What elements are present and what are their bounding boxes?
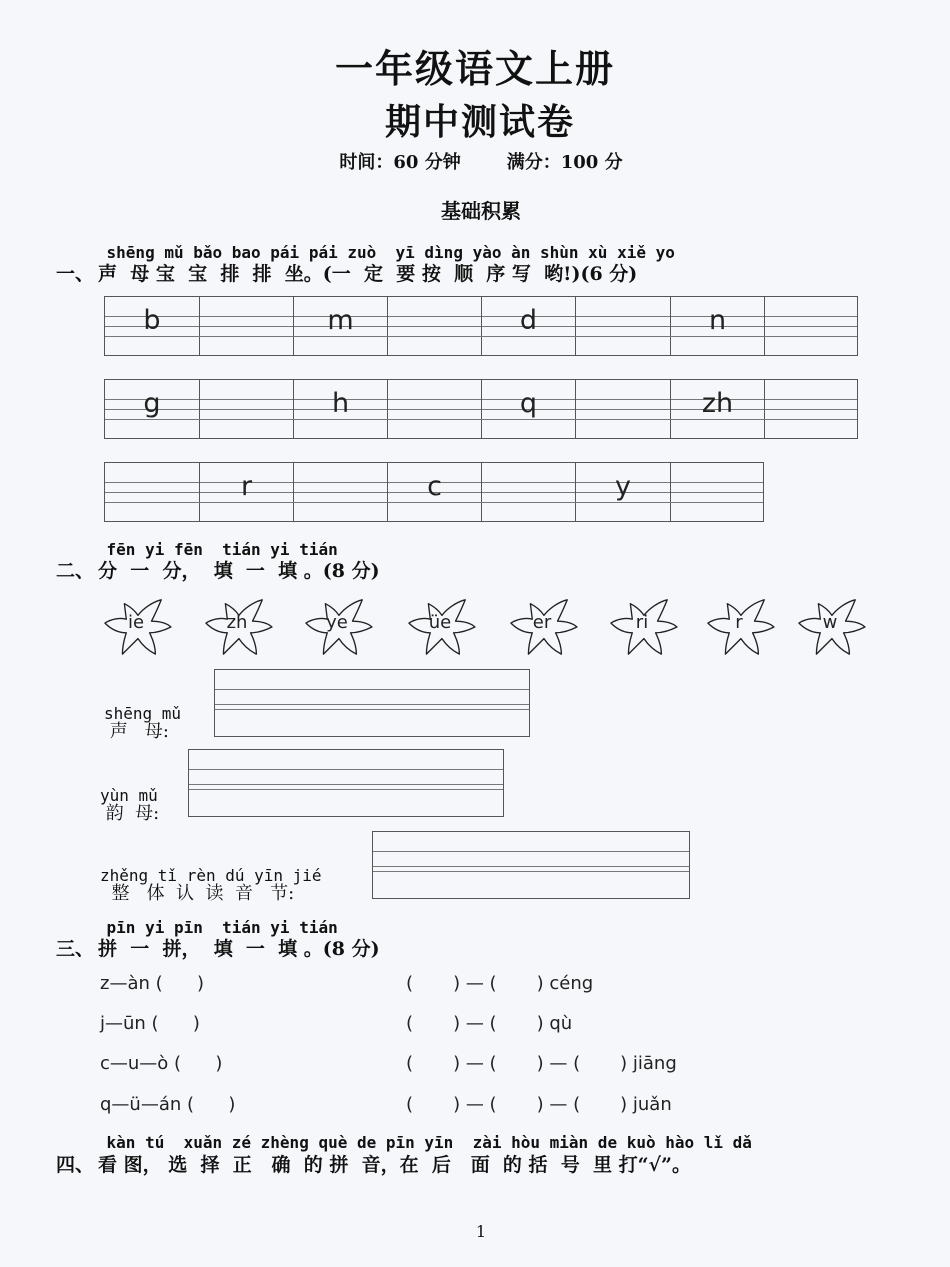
exam-meta <box>0 148 950 174</box>
q3-left-item[interactable]: z—àn ( ) <box>100 973 204 994</box>
letter-leaf <box>793 594 867 658</box>
q1-cell[interactable] <box>200 380 294 438</box>
q3-text: 拼 一 拼， 填 一 填 。(8 分) <box>98 938 380 960</box>
q1-cell[interactable] <box>671 463 765 521</box>
q1-cell[interactable]: n <box>671 297 765 355</box>
q4-pinyin: kàn tú xuǎn zé zhèng què de pīn yīn zài hòu miàn de kuò hào lǐ dǎ <box>68 1133 752 1152</box>
q1-grid-row3 <box>104 462 764 522</box>
q3-right-item[interactable]: ( ) — ( ) céng <box>406 973 594 994</box>
q1-cell[interactable] <box>576 380 671 438</box>
q3-right-item[interactable]: ( ) — ( ) — ( ) juǎn <box>406 1094 672 1115</box>
full-score: 满分：100 分 <box>506 152 623 173</box>
q1-number: 一、 <box>56 263 95 285</box>
q1-cell[interactable]: r <box>200 463 294 521</box>
zhengti-answer-lines[interactable] <box>372 831 690 899</box>
letter-leaf <box>403 594 477 658</box>
q3-number: 三、 <box>56 938 95 960</box>
leaf-letter: ie <box>127 612 145 633</box>
leaf-letter: zh <box>226 612 248 633</box>
letter-leaf <box>300 594 374 658</box>
letter-leaf <box>99 594 173 658</box>
section-title: 基础积累 <box>441 199 521 223</box>
page-subtitle: 期中测试卷 <box>384 101 575 143</box>
page-title: 一年级语文上册 <box>334 46 615 91</box>
q1-cell[interactable] <box>294 463 388 521</box>
q1-cell[interactable] <box>576 297 671 355</box>
leaf-letter: r <box>735 612 743 633</box>
leaf-letter: üe <box>428 612 452 633</box>
q1-text: 声 母 宝 宝 排 排 坐。(一 定 要 按 顺 序 写 哟!)(6 分) <box>98 263 638 285</box>
leaf-letter: er <box>532 612 552 633</box>
q1-cell[interactable]: g <box>105 380 200 438</box>
letter-leaf <box>702 594 776 658</box>
q1-cell[interactable] <box>200 297 294 355</box>
zhengti-label: zhěng tǐ rèn dú yīn jié 整 体 认 读 音 节: <box>100 866 322 904</box>
q1-cell[interactable] <box>765 297 859 355</box>
leaf-letter: ri <box>635 612 649 633</box>
q3-right-item[interactable]: ( ) — ( ) — ( ) jiāng <box>406 1053 677 1074</box>
leaf-letter: ye <box>326 612 348 633</box>
yunmu-label: yùn mǔ 韵 母: <box>100 786 160 824</box>
q2-text: 分 一 分， 填 一 填 。(8 分) <box>98 560 380 582</box>
q1-cell[interactable]: m <box>294 297 388 355</box>
letter-leaf <box>605 594 679 658</box>
q1-heading <box>56 259 637 286</box>
q3-left-item[interactable]: q—ü—án ( ) <box>100 1094 236 1115</box>
q1-cell[interactable] <box>765 380 859 438</box>
q2-pinyin: fēn yi fēn tián yi tián <box>68 540 338 559</box>
q1-grid-row1 <box>104 296 858 356</box>
time-limit: 时间：60 分钟 <box>339 152 461 173</box>
q1-cell[interactable]: zh <box>671 380 765 438</box>
q1-cell[interactable] <box>482 463 576 521</box>
q3-heading <box>56 934 380 961</box>
q3-left-item[interactable]: c—u—ò ( ) <box>100 1053 223 1074</box>
q2-number: 二、 <box>56 560 95 582</box>
q1-cell[interactable]: h <box>294 380 388 438</box>
page-number: 1 <box>475 1222 487 1241</box>
shengmu-label: shēng mǔ 声 母: <box>104 704 182 742</box>
q3-pinyin: pīn yi pīn tián yi tián <box>68 918 338 937</box>
shengmu-answer-lines[interactable] <box>214 669 530 737</box>
q1-cell[interactable] <box>105 463 200 521</box>
letter-leaf <box>505 594 579 658</box>
q1-cell[interactable]: b <box>105 297 200 355</box>
q3-left-item[interactable]: j—ūn ( ) <box>100 1013 200 1034</box>
q1-cell[interactable] <box>388 297 482 355</box>
q4-text: 看 图， 选 择 正 确 的 拼 音，在 后 面 的 括 号 里 打“√”。 <box>98 1154 691 1176</box>
q1-cell[interactable]: q <box>482 380 576 438</box>
q3-right-item[interactable]: ( ) — ( ) qù <box>406 1013 573 1034</box>
q1-cell[interactable]: d <box>482 297 576 355</box>
q2-heading <box>56 556 380 583</box>
q4-heading <box>56 1150 691 1177</box>
q1-cell[interactable] <box>388 380 482 438</box>
q1-pinyin: shēng mǔ bǎo bao pái pái zuò yī dìng yào àn shùn xù xiě yo <box>68 243 675 262</box>
q1-cell[interactable]: y <box>576 463 671 521</box>
q1-cell[interactable]: c <box>388 463 482 521</box>
yunmu-answer-lines[interactable] <box>188 749 504 817</box>
q4-number: 四、 <box>56 1154 95 1176</box>
q1-grid-row2 <box>104 379 858 439</box>
leaf-letter: w <box>822 612 838 633</box>
letter-leaf <box>200 594 274 658</box>
